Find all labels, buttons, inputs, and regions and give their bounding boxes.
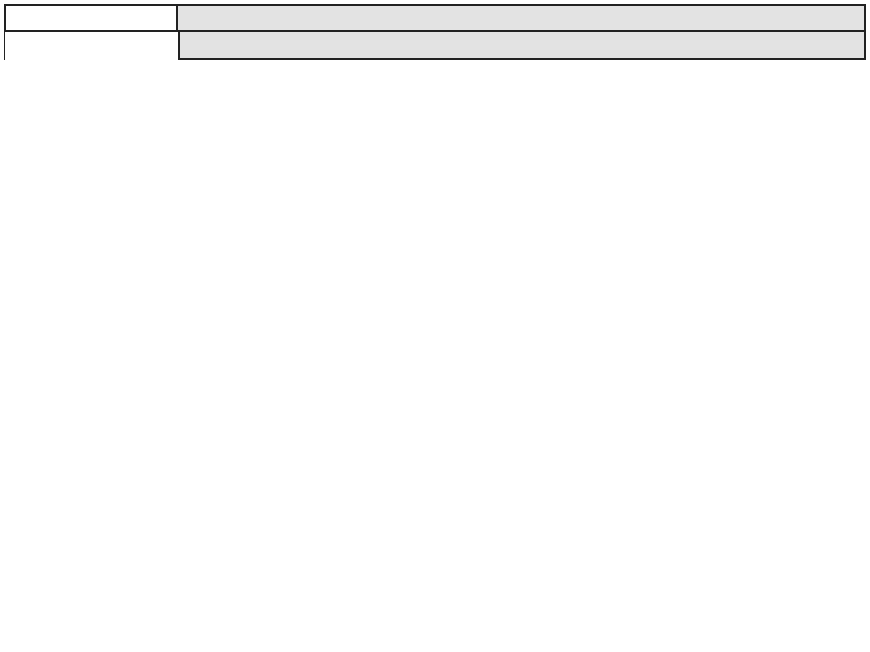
count-column-header bbox=[4, 4, 178, 32]
day-header bbox=[178, 4, 866, 32]
count-header-blank bbox=[4, 32, 178, 60]
practice-header bbox=[178, 32, 866, 60]
